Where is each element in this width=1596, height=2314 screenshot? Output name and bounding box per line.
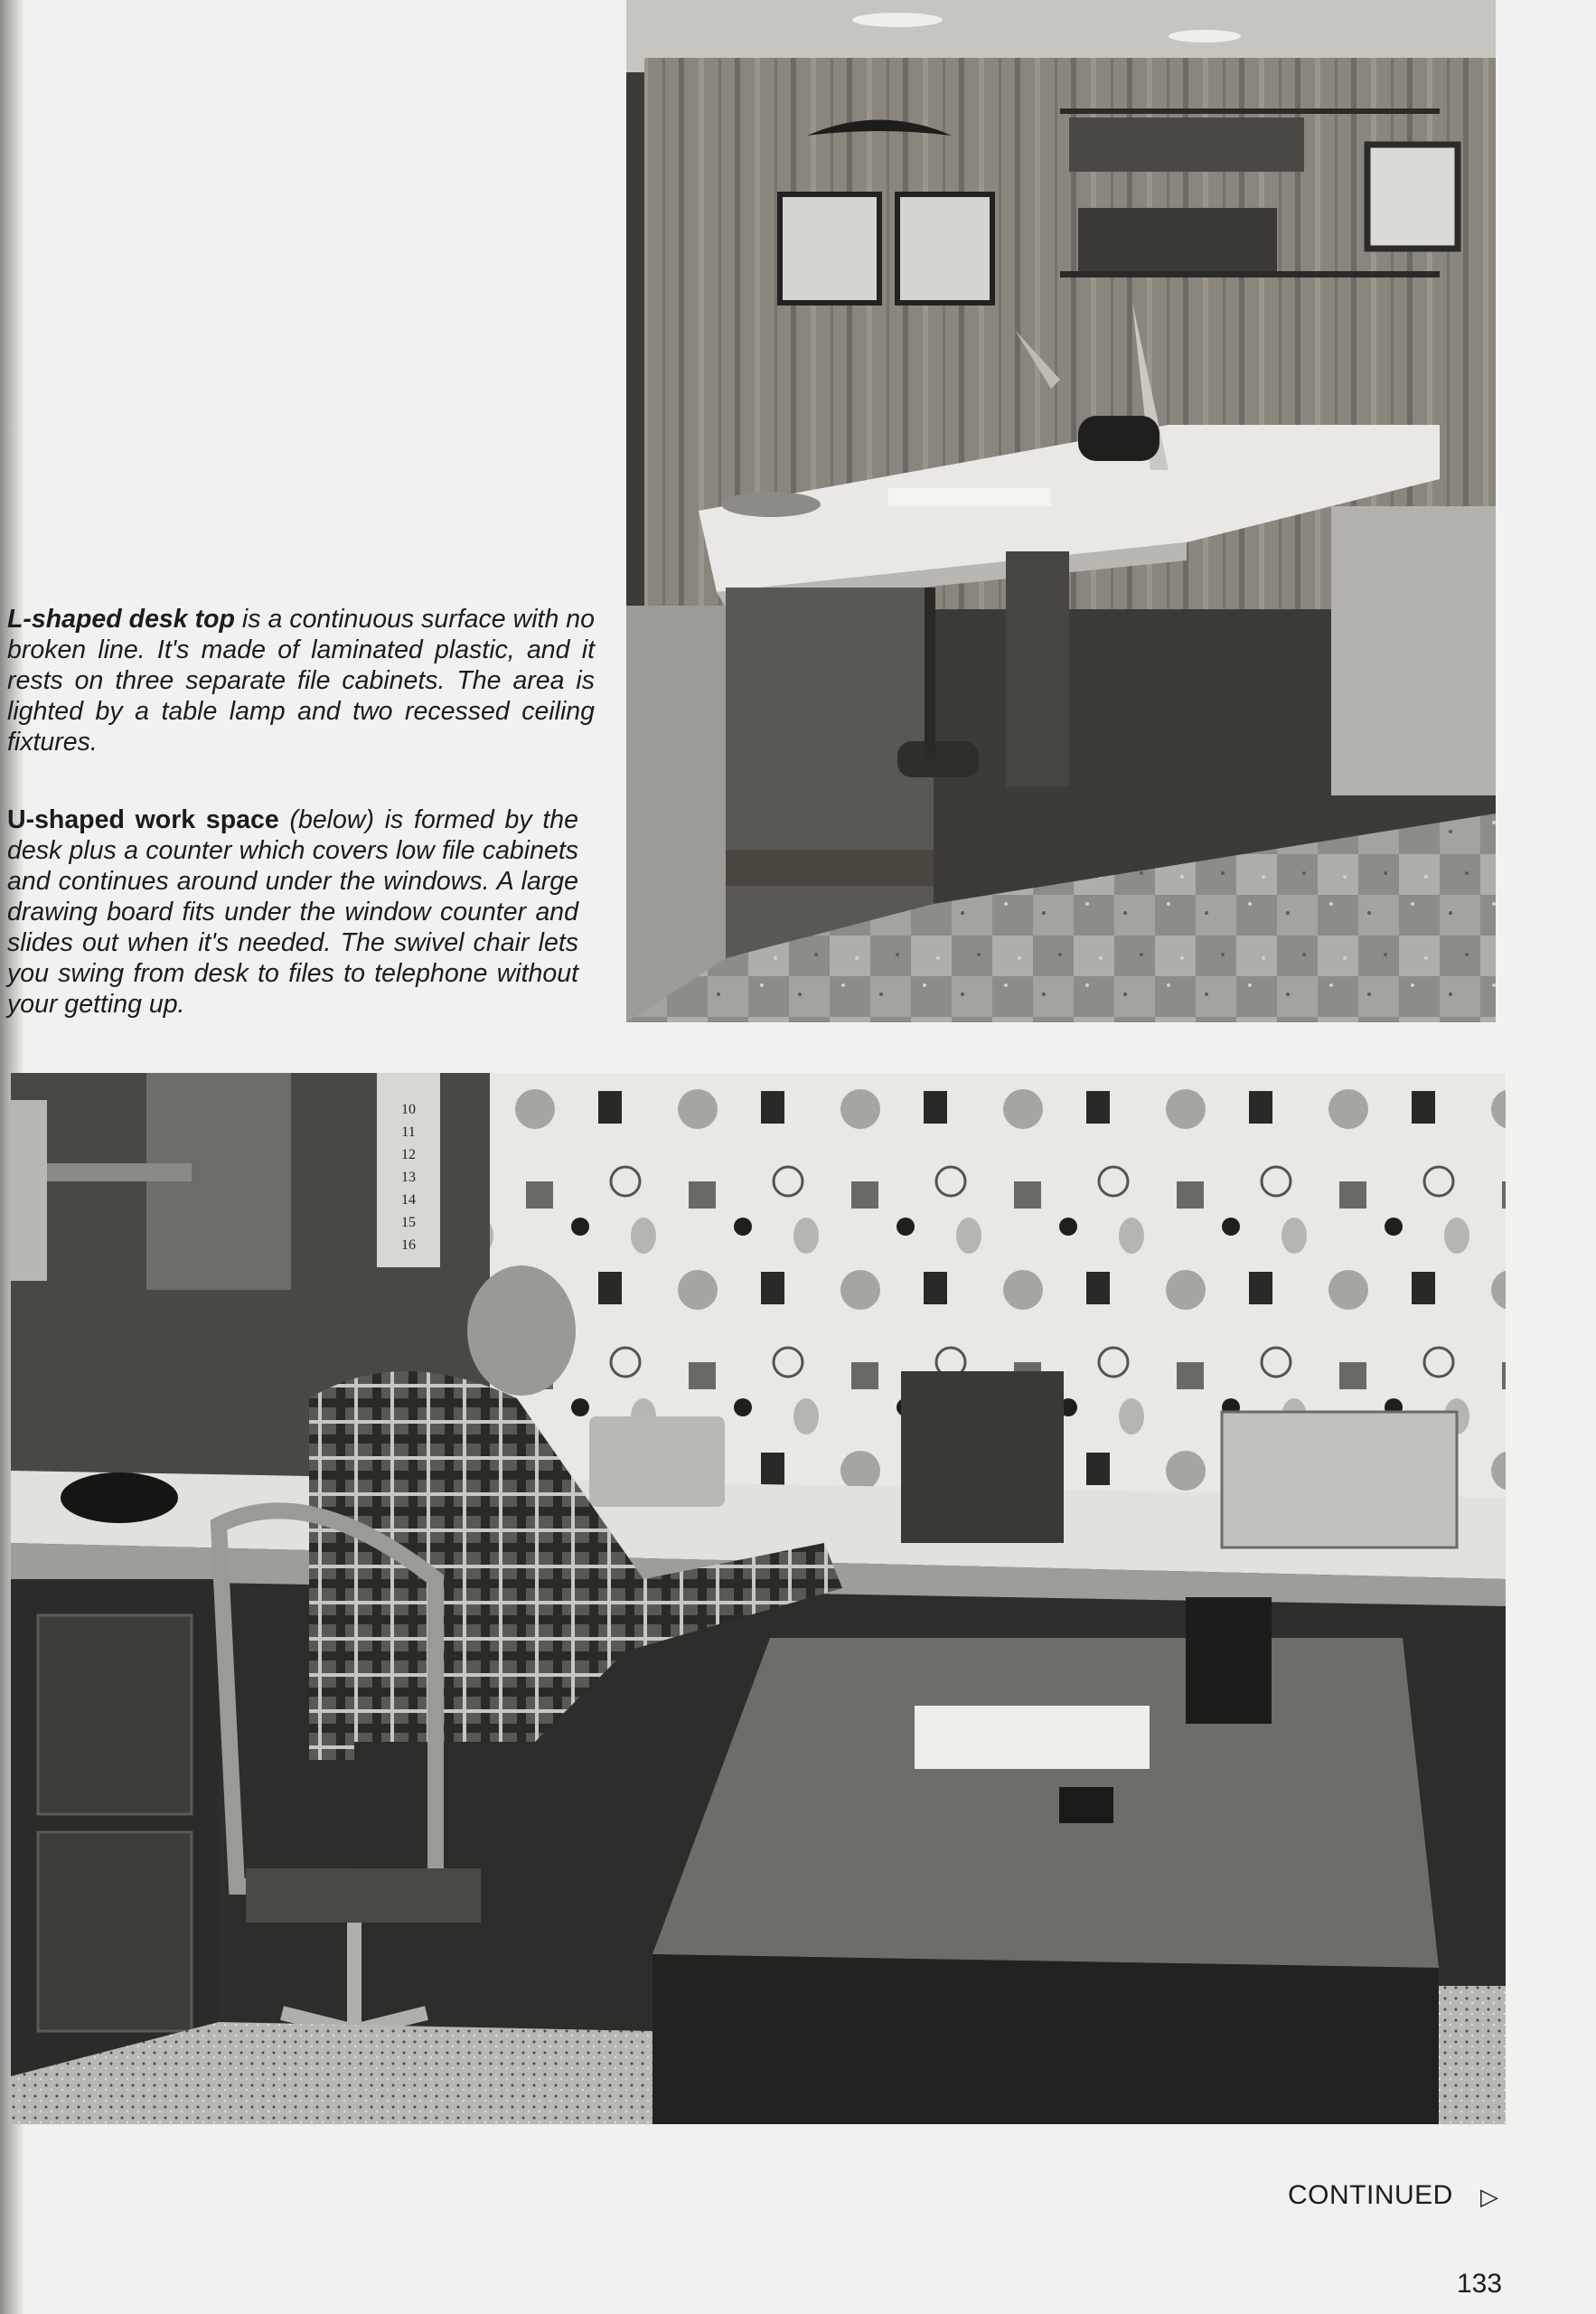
calendar-number: 15 xyxy=(401,1215,416,1230)
calendar-number: 11 xyxy=(401,1124,416,1140)
caption-l-shaped-desk xyxy=(7,604,595,757)
photo-u-shaped-workspace xyxy=(11,1073,1506,2124)
caption-text: is a continuous surface with no broken line. It's made of laminated plastic, and it rests on three separate file cabinets. The area is lighted by a table lamp and two recessed ceiling fixtures. xyxy=(7,605,595,757)
calendar-number: 12 xyxy=(401,1147,416,1162)
calendar-number: 10 xyxy=(401,1102,416,1117)
page-number: 133 xyxy=(1457,2269,1503,2299)
caption-text: (below) is formed by the desk plus a counter which covers low file cabinets and continues around under the windows. A large drawing board fits under the window counter and slides out when it's needed. The swivel chair lets you swing from desk to files to telephone without your getting up. xyxy=(7,805,578,1019)
calendar xyxy=(401,1102,416,1253)
caption-lead: U-shaped work space xyxy=(7,805,279,834)
continued-label: CONTINUED xyxy=(1288,2180,1453,2210)
calendar-number: 14 xyxy=(401,1192,416,1208)
calendar-number: 16 xyxy=(401,1237,416,1253)
caption-u-shaped-workspace xyxy=(7,804,578,1020)
calendar-number: 13 xyxy=(401,1170,416,1185)
continued-arrow-icon: ▷ xyxy=(1480,2183,1498,2210)
caption-lead: L-shaped desk top xyxy=(7,605,235,634)
photo-l-shaped-desk xyxy=(626,0,1496,1022)
